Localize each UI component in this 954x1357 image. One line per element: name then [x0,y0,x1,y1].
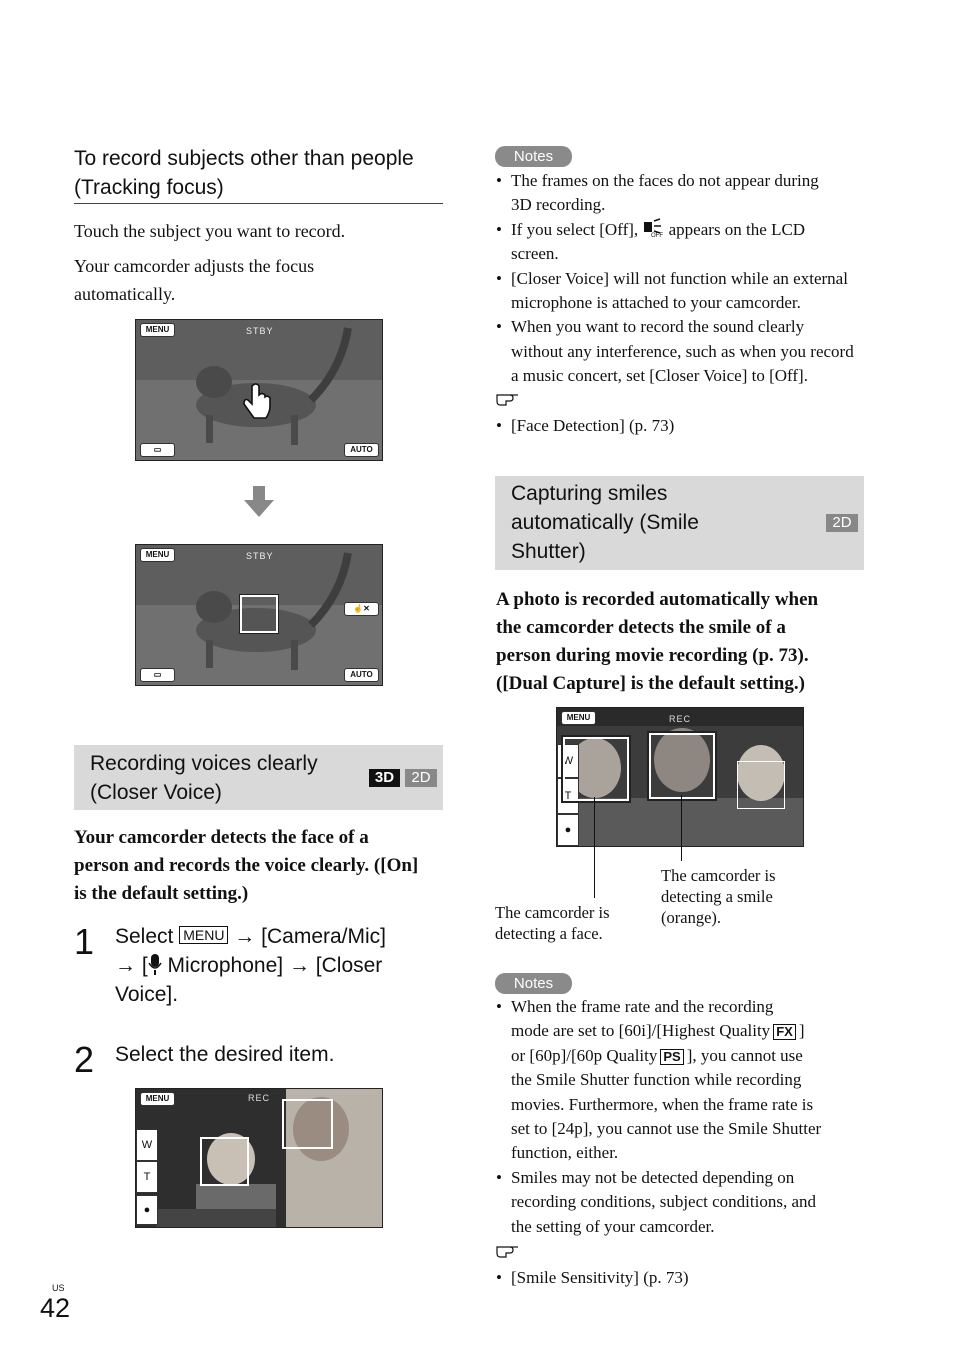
list-item: • If you select [Off], OFF appears on the LCD screen. [496,218,868,267]
status-label: STBY [246,326,274,336]
closer-voice-intro: Your camcorder detects the face of a person and records the voice clearly. ([On] is the default setting.) [74,827,419,904]
notes-list-smile-shutter [496,995,868,1239]
playback-button[interactable]: ▭ [140,443,175,457]
step-1-number: 1 [74,921,95,962]
face-frame [200,1137,249,1186]
reference-link-smile-sensitivity[interactable]: • [Smile Sensitivity] (p. 73) [496,1266,868,1290]
callout-leader-smile [681,795,682,861]
face-frame [282,1099,333,1149]
auto-icon: AUTO [350,445,373,454]
region-code: US [52,1283,65,1293]
notes-list-closer-voice [496,169,868,389]
closer-voice-off-icon [642,218,664,238]
list-item: • When you want to record the sound clearly without any interference, such as when you record a music concert, set [Closer Voice] to [Off]. [496,315,868,388]
close-icon: ✕ [363,604,370,613]
lcd-screen-tracking-after [135,544,383,686]
list-item: • The frames on the faces do not appear during 3D recording. [496,169,868,218]
zoom-tele-button[interactable]: T [136,1161,158,1193]
face-detect-frame [563,737,629,801]
menu-button[interactable]: MENU [140,1092,175,1106]
lcd-screen-tracking-before [135,319,383,461]
arrow-right-icon: → [234,925,256,948]
step-1-text: Select MENU → [Camera/Mic] → [ Microphone] → [Closer Voice]. [115,925,386,1006]
tracking-frame [240,595,278,633]
zoom-wide-button[interactable]: W [136,1129,158,1161]
tracking-focus-heading [74,144,444,202]
tag-2d: 2D [826,514,858,532]
zoom-wide-button[interactable]: W [557,744,579,778]
touch-hand-icon [240,382,272,422]
closer-voice-section-header [74,745,443,810]
smile-detect-frame [649,733,715,799]
intelligent-auto-button[interactable] [344,668,379,682]
lcd-screen-closer-voice [135,1088,383,1228]
pointing-hand-icon [496,389,520,407]
tag-3d: 3D [369,769,400,787]
zoom-tele-button[interactable]: T [557,778,579,814]
fx-quality-icon: FX [773,1024,796,1040]
playback-button[interactable]: ▭ [140,668,175,682]
status-label: REC [248,1093,271,1103]
step-2-number: 2 [74,1039,95,1080]
notes-label: Notes [495,973,572,994]
tracking-para2: Your camcorder adjusts the focus automatically. [74,256,315,304]
svg-text:OFF: OFF [651,232,664,238]
callout-face-detection: The camcorder is detecting a face. [495,903,610,943]
list-item: • When the frame rate and the recording mode are set to [60i]/[Highest Quality FX ] or [60p]/[60p Quality PS ], you cannot use the Smile Shutter function while recording movies. Furthermore, when the frame rate is set to [24p], you cannot use the Smile Shutter function, either. [496,995,868,1166]
tracking-heading-line2: (Tracking focus) [74,176,224,199]
face-frame [737,761,785,809]
menu-button[interactable]: MENU [140,548,175,562]
arrow-down-icon [243,486,275,518]
tag-2d: 2D [405,769,437,787]
page-number: 42 [40,1293,71,1323]
cancel-tracking-button[interactable]: ☝✕ [344,602,379,616]
pointing-hand-icon [496,1241,520,1259]
reference-link-face-detection[interactable]: • [Face Detection] (p. 73) [496,414,868,438]
menu-button[interactable]: MENU [561,711,596,725]
smile-shutter-intro: A photo is recorded automatically when the camcorder detects the smile of a person during movie recording (p. 73). ([Dual Capture] is the default setting.) [496,589,819,694]
status-label: REC [669,714,692,724]
arrow-right-icon: → [288,954,310,977]
family-photo [136,1089,382,1227]
list-item: • [Closer Voice] will not function while an external microphone is attached to your camcorder. [496,267,868,316]
ps-quality-icon: PS [660,1049,683,1065]
reference-list [496,1266,868,1290]
callout-leader-face [594,797,595,898]
microphone-icon [148,953,162,975]
tracking-para1: Touch the subject you want to record. [74,221,346,241]
list-item: • Smiles may not be detected depending on recording conditions, subject conditions, and the setting of your camcorder. [496,1166,868,1239]
menu-key: MENU [179,926,228,944]
tracking-heading-line1: To record subjects other than people [74,147,414,170]
smile-shutter-title: Capturing smiles automatically (Smile Shutter) [511,482,699,563]
arrow-right-icon: → [115,954,136,977]
heading-rule [74,203,443,204]
status-label: STBY [246,551,274,561]
notes-label: Notes [495,146,572,167]
record-button[interactable]: ● [136,1195,158,1225]
callout-smile-detection: The camcorder is detecting a smile (orange). [661,866,776,927]
smile-shutter-section-header [495,476,864,570]
closer-voice-title: Recording voices clearly (Closer Voice) [90,752,318,804]
menu-button[interactable]: MENU [140,323,175,337]
record-button[interactable]: ● [557,814,579,846]
intelligent-auto-button[interactable] [344,443,379,457]
step-2-text: Select the desired item. [115,1043,335,1066]
reference-list [496,414,868,438]
auto-icon: AUTO [350,670,373,679]
